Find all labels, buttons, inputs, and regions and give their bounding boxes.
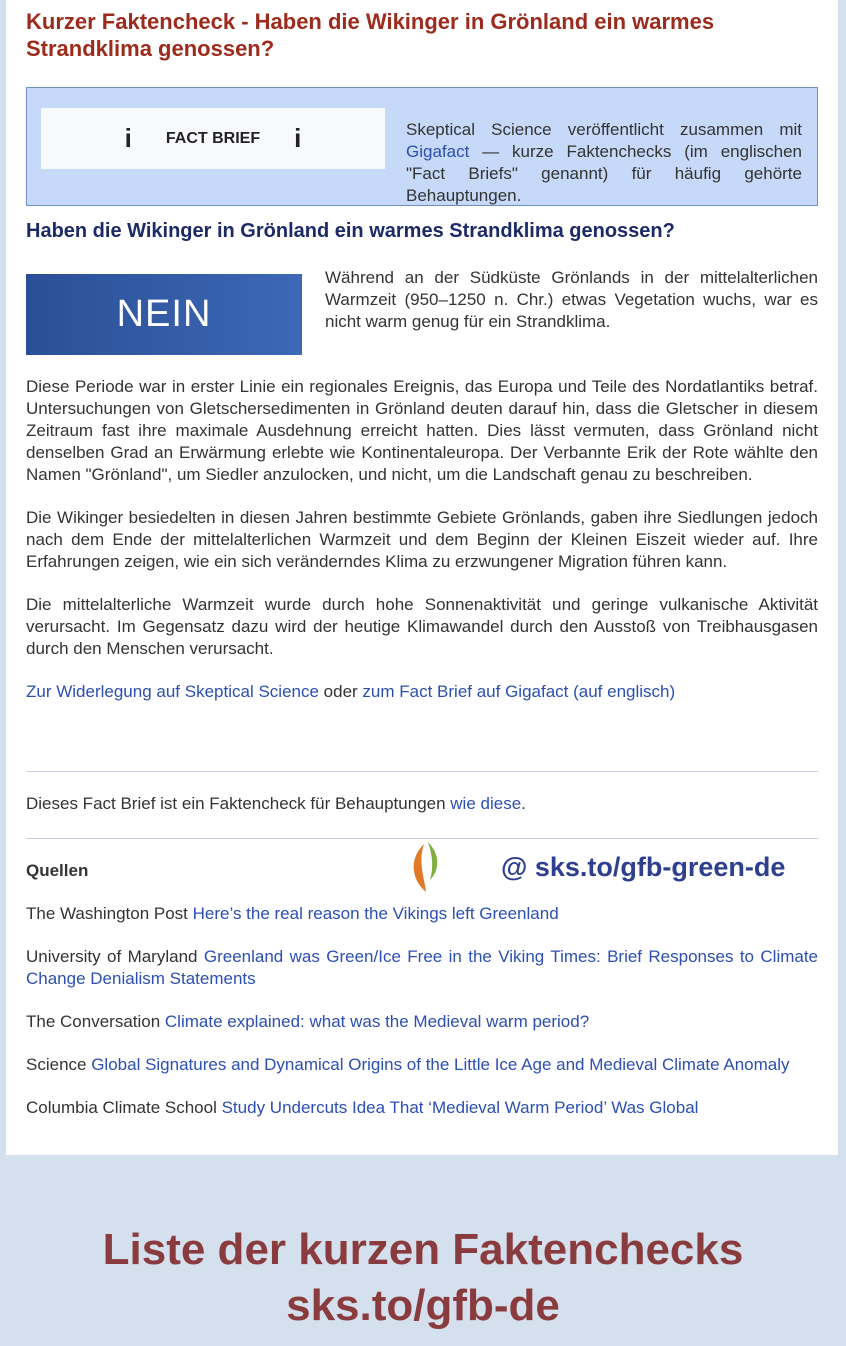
- fact-brief-badge: [41, 108, 385, 169]
- gigafact-link[interactable]: Gigafact: [406, 142, 470, 161]
- source-link[interactable]: Greenland was Green/Ice Free in the Viking Times: Brief Responses to Climate Change Denialism Statements: [26, 947, 819, 988]
- paragraph: Die Wikinger besiedelten in diesen Jahren bestimmte Gebiete Grönlands, gaben ihre Siedlungen jedoch nach dem Ende der mittelalterlichen Warmzeit und dem Beginn der Kleinen Eiszeit wieder auf. Ihre Erfahrungen zeigen, wie ein sich veränderndes Klima zu erzwungener Migration führen kann.: [26, 508, 818, 571]
- verdict-banner: NEIN: [26, 274, 302, 355]
- source-publisher: The Washington Post: [26, 904, 193, 923]
- sources-list: [26, 903, 818, 1119]
- claim-end: .: [521, 794, 526, 813]
- footer-banner: [0, 1222, 846, 1334]
- source-publisher: Columbia Climate School: [26, 1098, 222, 1117]
- page-title: Kurzer Faktencheck - Haben die Wikinger in Grönland ein warmes Strandklima genossen?: [26, 9, 715, 61]
- source-item: [26, 1054, 818, 1076]
- divider: [26, 771, 818, 772]
- source-item: [26, 946, 818, 990]
- source-link[interactable]: Study Undercuts Idea That ‘Medieval Warm Period’ Was Global: [221, 1098, 699, 1117]
- intro-text-end: — kurze Faktenchecks (im englischen "Fact Briefs" genannt) für häufig gehörte Behauptungen.: [406, 142, 802, 205]
- paragraph: Diese Periode war in erster Linie ein regionales Ereignis, das Europa und Teile des Nordatlantiks betraf. Untersuchungen von Gletschersedimenten in Grönland deuten darauf hin, dass die Gletscher in diesem Zeitraum fast ihre maximale Ausdehnung erreicht hatten. Dies lässt vermuten, dass Grönland nicht denselben Grad an Erwärmung erlebte wie Kontinentaleuropa. Der Verbannte Erik der Rote wählte den Namen "Grönland", um Siedler anzulocken, und nicht, um die Landschaft genau zu beschreiben.: [26, 377, 818, 484]
- source-publisher: The Conversation: [26, 1012, 165, 1031]
- paragraph: Die mittelalterliche Warmzeit wurde durch hohe Sonnenaktivität und geringe vulkanische Aktivität verursacht. Im Gegensatz dazu wird der heutige Klimawandel durch den Ausstoß von Treibhausgasen durch den Menschen verursacht.: [26, 595, 818, 658]
- links-line: [26, 681, 818, 703]
- sources-heading: Quellen: [26, 861, 89, 880]
- source-item: [26, 903, 818, 925]
- source-publisher: University of Maryland: [26, 947, 204, 966]
- source-link[interactable]: Climate explained: what was the Medieval warm period?: [164, 1012, 590, 1031]
- source-link[interactable]: Global Signatures and Dynamical Origins of the Little Ice Age and Medieval Climate Anomaly: [91, 1055, 790, 1074]
- footer-line2: sks.to/gfb-de: [286, 1281, 560, 1330]
- intro-text-start: Skeptical Science veröffentlicht zusammen mit: [406, 120, 802, 139]
- or-text: oder: [318, 682, 363, 701]
- intro-box: [26, 87, 818, 206]
- summary: Während an der Südküste Grönlands in der mittelalterlichen Warmzeit (950–1250 n. Chr.) etwas Vegetation wuchs, war es nicht warm genug für ein Strandklima.: [325, 268, 818, 331]
- source-item: [26, 1011, 818, 1033]
- claim-text: Dieses Fact Brief ist ein Faktencheck für Behauptungen: [26, 794, 451, 813]
- gigafact-brief-link[interactable]: zum Fact Brief auf Gigafact (auf englisch): [362, 682, 676, 701]
- source-item: [26, 1097, 818, 1119]
- claim-line: [26, 793, 526, 815]
- question-heading: Haben die Wikinger in Grönland ein warmes Strandklima genossen?: [26, 220, 675, 242]
- leaf-logo-icon: [406, 840, 442, 894]
- divider: [26, 838, 818, 839]
- intro-text: [406, 119, 802, 207]
- info-icon: i: [294, 123, 302, 153]
- footer-line1: Liste der kurzen Faktenchecks: [102, 1225, 744, 1274]
- source-link[interactable]: Here’s the real reason the Vikings left Greenland: [192, 904, 559, 923]
- sks-link[interactable]: Zur Widerlegung auf Skeptical Science: [26, 682, 319, 701]
- claim-link[interactable]: wie diese: [450, 794, 522, 813]
- watermark-url: @ sks.to/gfb-green-de: [501, 852, 786, 882]
- body: [26, 376, 818, 703]
- source-publisher: Science: [26, 1055, 92, 1074]
- info-icon: i: [124, 123, 132, 153]
- article-card: [6, 0, 838, 1155]
- badge-label: FACT BRIEF: [165, 129, 261, 147]
